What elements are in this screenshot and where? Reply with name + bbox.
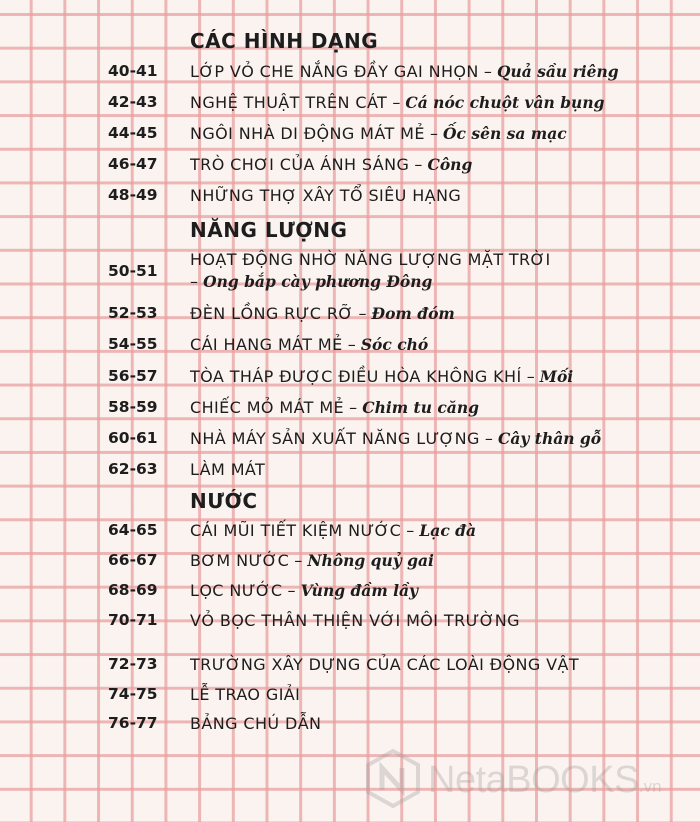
entry-title: VỎ BỌC THÂN THIỆN VỚI MÔI TRƯỜNG [190, 611, 520, 630]
entry-title: LÀM MÁT [190, 460, 266, 479]
entry-subject: Quả sầu riêng [496, 62, 619, 81]
entry-title: CÁI HANG MÁT MẺ [190, 335, 343, 354]
page-range: 40-41 [108, 62, 158, 80]
page-range: 62-63 [108, 460, 158, 478]
page-range: 56-57 [108, 367, 158, 385]
section-heading-water: NƯỚC [190, 489, 258, 513]
entry-line [190, 250, 551, 269]
entry-line [190, 655, 579, 674]
entry-separator: – [392, 93, 406, 112]
page-range: 54-55 [108, 335, 158, 353]
entry-line [190, 551, 434, 570]
entry-line [190, 272, 432, 291]
entry-title: CÁI MŨI TIẾT KIỆM NƯỚC [190, 521, 402, 540]
entry-line [190, 304, 455, 323]
entry-subject: Chim tu căng [362, 398, 479, 417]
section-heading-shapes: CÁC HÌNH DẠNG [190, 29, 379, 53]
page-range: 76-77 [108, 714, 158, 732]
entry-line [190, 155, 472, 174]
entry-title: LỄ TRAO GIẢI [190, 685, 301, 704]
entry-title: TÒA THÁP ĐƯỢC ĐIỀU HÒA KHÔNG KHÍ [190, 367, 522, 386]
entry-title: TRƯỜNG XÂY DỰNG CỦA CÁC LOÀI ĐỘNG VẬT [190, 655, 580, 674]
watermark [364, 748, 662, 812]
entry-title: CHIẾC MỎ MÁT MẺ [190, 398, 345, 417]
page-range: 66-67 [108, 551, 158, 569]
entry-title: ĐÈN LỒNG RỰC RỠ [190, 304, 354, 323]
entry-subject: Vùng đầm lầy [300, 581, 419, 600]
entry-subject: Mối [539, 367, 574, 386]
entry-separator: – [349, 398, 363, 417]
entry-separator: – [287, 581, 301, 600]
entry-separator: – [484, 429, 499, 448]
netabooks-logo-icon [364, 748, 422, 812]
entry-separator: – [483, 62, 497, 81]
entry-separator: – [414, 155, 428, 174]
entry-subject: Lạc đà [419, 521, 477, 540]
entry-line [190, 429, 601, 448]
entry-title: NGÔI NHÀ DI ĐỘNG MÁT MẺ [190, 124, 425, 143]
page-range: 60-61 [108, 429, 158, 447]
page-range: 68-69 [108, 581, 158, 599]
entry-title: TRÒ CHƠI CỦA ÁNH SÁNG [190, 155, 410, 174]
entry-subject: Nhông quỷ gai [307, 551, 434, 570]
entry-title: BẢNG CHÚ DẪN [190, 714, 322, 733]
page-range: 70-71 [108, 611, 158, 629]
entry-title: BƠM NƯỚC [190, 551, 290, 570]
page-range: 74-75 [108, 685, 158, 703]
entry-separator: – [190, 272, 204, 291]
entry-line [190, 460, 265, 479]
entry-subject: Công [427, 155, 473, 174]
entry-subject: Cá nóc chuột vân bụng [405, 93, 605, 112]
entry-line [190, 93, 604, 112]
entry-separator: – [347, 335, 361, 354]
watermark-brand: NetaBOOKS [428, 758, 639, 801]
entry-title: NGHỆ THUẬT TRÊN CÁT [190, 93, 388, 112]
entry-separator: – [406, 521, 420, 540]
entry-subject: Ốc sên sa mạc [443, 124, 567, 143]
entry-title: NHỮNG THỢ XÂY TỔ SIÊU HẠNG [190, 186, 462, 205]
entry-line [190, 124, 567, 143]
page-range: 46-47 [108, 155, 158, 173]
entry-title: NHÀ MÁY SẢN XUẤT NĂNG LƯỢNG [190, 429, 480, 448]
page-range: 52-53 [108, 304, 158, 322]
entry-subject: Ong bắp cày phương Đông [203, 272, 433, 291]
page-range: 50-51 [108, 262, 158, 280]
entry-line [190, 335, 428, 354]
entry-subject: Đom đóm [371, 304, 455, 323]
section-heading-energy: NĂNG LƯỢNG [190, 218, 348, 242]
entry-line [190, 62, 619, 81]
entry-title: LỚP VỎ CHE NẮNG ĐẦY GAI NHỌN [190, 62, 479, 81]
page-range: 48-49 [108, 186, 158, 204]
entry-title: LỌC NƯỚC [190, 581, 283, 600]
entry-separator: – [294, 551, 308, 570]
entry-line [190, 685, 300, 704]
entry-title: HOẠT ĐỘNG NHỜ NĂNG LƯỢNG MẶT TRỜI [190, 250, 551, 269]
entry-line [190, 581, 418, 600]
entry-separator: – [526, 367, 540, 386]
page-range: 64-65 [108, 521, 158, 539]
page-range: 72-73 [108, 655, 158, 673]
entry-line [190, 186, 461, 205]
watermark-suffix: .vn [638, 777, 662, 796]
page-range: 44-45 [108, 124, 158, 142]
entry-line [190, 714, 321, 733]
page-range: 58-59 [108, 398, 158, 416]
entry-separator: – [358, 304, 372, 323]
entry-subject: Sóc chó [360, 335, 429, 354]
page-range: 42-43 [108, 93, 158, 111]
entry-line [190, 398, 479, 417]
entry-separator: – [429, 124, 444, 143]
entry-line [190, 611, 520, 630]
entry-line [190, 521, 476, 540]
entry-subject: Cây thân gỗ [498, 429, 602, 448]
entry-line [190, 367, 573, 386]
